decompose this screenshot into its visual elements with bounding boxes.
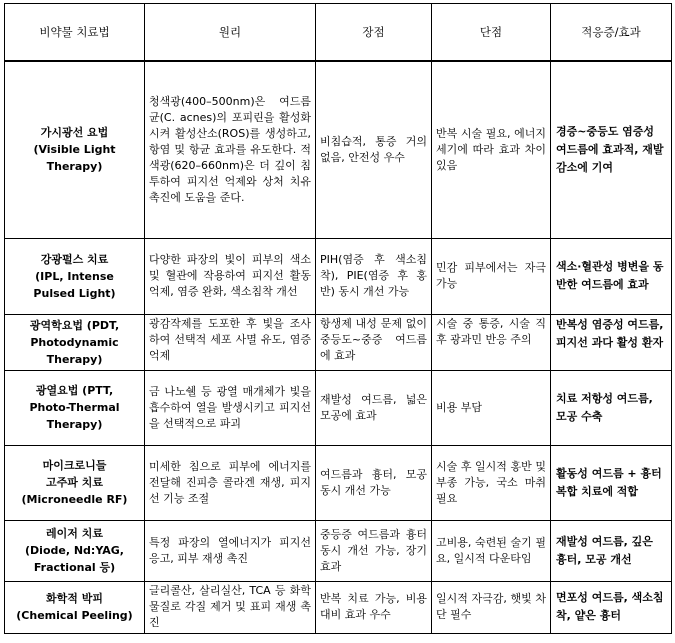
principle-cell: 다양한 파장의 빛이 피부의 색소 및 혈관에 작용하여 피지선 활동 억제, 염증 완화, 색소침착 개선: [145, 238, 316, 314]
therapy-name-line: Photodynamic: [30, 335, 119, 349]
effect-cell: 반복성 염증성 여드름, 피지선 과다 활성 환자: [551, 314, 672, 370]
therapy-name: [5, 238, 145, 314]
header-cons: 단점: [432, 4, 551, 62]
table-row: [5, 61, 672, 238]
effect-cell: 색소·혈관성 병변을 동반한 여드름에 효과: [551, 238, 672, 314]
principle-cell: 특정 파장의 열에너지가 피지선 응고, 피부 재생 촉진: [145, 520, 316, 581]
cons-cell: 고비용, 숙련된 술기 필요, 일시적 다운타임: [432, 520, 551, 581]
therapy-name-line: (Diode, Nd:YAG,: [25, 544, 124, 557]
principle-cell: 미세한 침으로 피부에 에너지를 전달해 진피층 콜라겐 재생, 피지선 기능 조절: [145, 445, 316, 520]
cons-cell: 일시적 자극감, 햇빛 차단 필수: [432, 581, 551, 633]
pros-cell: PIH(염증 후 색소침착), PIE(염증 후 홍반) 동시 개선 가능: [316, 238, 432, 314]
pros-cell: 여드름과 흉터, 모공 동시 개선 가능: [316, 445, 432, 520]
cons-cell: 시술 후 일시적 홍반 및 부종 가능, 국소 마취 필요: [432, 445, 551, 520]
principle-cell: 글리콜산, 살리실산, TCA 등 화학물질로 각질 제거 및 표피 재생 촉진: [145, 581, 316, 633]
therapy-name-line: (Visible Light: [33, 143, 116, 157]
therapy-name-line: 레이저 치료: [46, 527, 103, 540]
therapy-name-line: Therapy): [46, 352, 103, 366]
cons-cell: 비용 부담: [432, 370, 551, 445]
therapy-name-line: 광열요법 (PTT,: [35, 384, 114, 397]
therapy-name-line: 고주파 치료: [46, 476, 103, 489]
table-row: [5, 370, 672, 445]
therapy-name-line: Therapy): [46, 418, 103, 431]
table-row: [5, 314, 672, 370]
header-therapy: 비약물 치료법: [5, 4, 145, 62]
pros-cell: 항생제 내성 문제 없이 중등도~중증 여드름에 효과: [316, 314, 432, 370]
header-effect: 적응증/효과: [551, 4, 672, 62]
therapy-name: [5, 314, 145, 370]
therapy-name-line: (IPL, Intense: [35, 269, 114, 283]
therapy-name-line: 광역학요법 (PDT,: [29, 318, 120, 332]
table-container: [4, 3, 671, 634]
cons-cell: 시술 중 통증, 시술 직후 광과민 반응 주의: [432, 314, 551, 370]
pros-cell: 중등증 여드름과 흉터 동시 개선 가능, 장기 효과: [316, 520, 432, 581]
principle-cell: 광감작제를 도포한 후 빛을 조사하여 선택적 세포 사멸 유도, 염증 억제: [145, 314, 316, 370]
table-row: [5, 238, 672, 314]
effect-cell: 경증~중등도 염증성 여드름에 효과적, 재발 감소에 기여: [551, 61, 672, 238]
therapy-name-line: 화학적 박피: [46, 592, 103, 605]
effect-cell: 면포성 여드름, 색소침착, 얕은 흉터: [551, 581, 672, 633]
cons-cell: 민감 피부에서는 자극 가능: [432, 238, 551, 314]
therapy-name-line: Photo-Thermal: [29, 401, 120, 414]
therapy-name: [5, 520, 145, 581]
principle-cell: 청색광(400–500nm)은 여드름균(C. acnes)의 포피린을 활성화시켜 활성산소(ROS)를 생성하고, 항염 및 항균 효과를 유도한다. 적색광(620–660nm)은 더 깊이 침투하여 피지선 억제와 상처 치유 촉진에 도움을 준다.: [145, 61, 316, 238]
therapy-name-line: 마이크로니들: [42, 459, 107, 472]
therapy-name-line: (Microneedle RF): [21, 493, 128, 506]
therapy-name-line: 가시광선 요법: [40, 126, 109, 140]
therapy-name: [5, 370, 145, 445]
table-row: [5, 520, 672, 581]
effect-cell: 재발성 여드름, 깊은 흉터, 모공 개선: [551, 520, 672, 581]
pros-cell: 재발성 여드름, 넓은 모공에 효과: [316, 370, 432, 445]
table-row: [5, 581, 672, 633]
header-principle: 원리: [145, 4, 316, 62]
therapy-name: [5, 581, 145, 633]
pros-cell: 비침습적, 통증 거의 없음, 안전성 우수: [316, 61, 432, 238]
principle-cell: 금 나노쉘 등 광열 매개체가 빛을 흡수하여 열을 발생시키고 피지선을 선택적으로 파괴: [145, 370, 316, 445]
header-row: [5, 4, 672, 62]
effect-cell: 치료 저항성 여드름, 모공 수축: [551, 370, 672, 445]
therapy-name: [5, 61, 145, 238]
header-pros: 장점: [316, 4, 432, 62]
effect-cell: 활동성 여드름 + 흉터 복합 치료에 적합: [551, 445, 672, 520]
therapy-name-line: Therapy): [46, 160, 103, 174]
therapy-name-line: (Chemical Peeling): [16, 609, 133, 622]
therapy-name-line: Fractional 등): [33, 561, 116, 574]
pros-cell: 반복 치료 가능, 비용 대비 효과 우수: [316, 581, 432, 633]
therapy-name-line: 강광펄스 치료: [40, 252, 109, 266]
table-row: [5, 445, 672, 520]
therapy-name: [5, 445, 145, 520]
therapy-name-line: Pulsed Light): [33, 286, 116, 300]
cons-cell: 반복 시술 필요, 에너지 세기에 따라 효과 차이 있음: [432, 61, 551, 238]
acne-nonpharm-therapy-table: [4, 3, 672, 634]
